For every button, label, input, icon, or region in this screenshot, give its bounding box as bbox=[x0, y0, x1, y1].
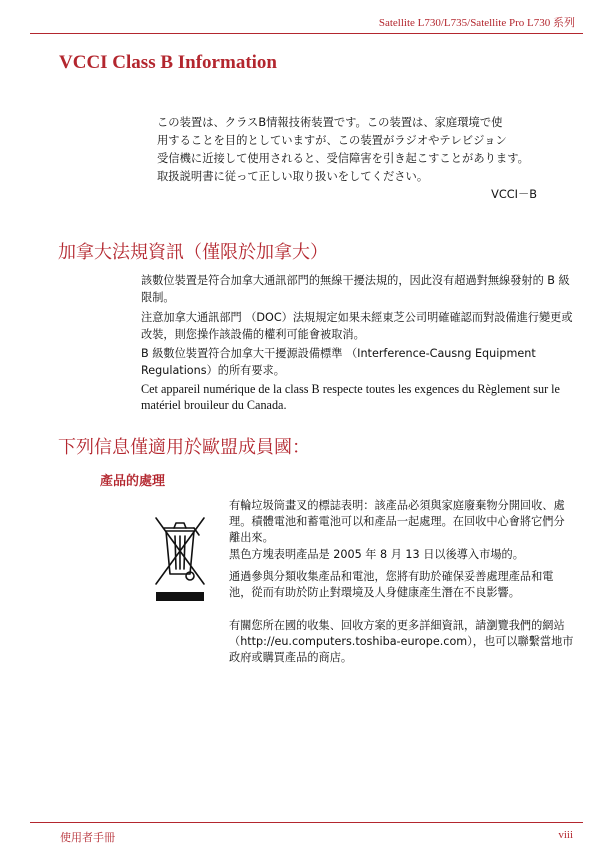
vcci-line-2: 用することを目的としていますが、この装置がラジオやテレビジョン bbox=[157, 134, 507, 147]
vcci-line-3: 受信機に近接して使用されると、受信障害を引き起こすことがあります。 bbox=[157, 152, 529, 165]
eu-heading: 下列信息僅適用於歐盟成員國： bbox=[58, 437, 310, 458]
canada-paragraph-1: 該數位裝置是符合加拿大通訊部門的無線干擾法規的，因此沒有超過對無線發射的 B 級限制。 bbox=[141, 274, 570, 304]
header-divider bbox=[30, 33, 583, 34]
black-bar-marker bbox=[156, 592, 204, 601]
page-number: viii bbox=[558, 829, 573, 841]
canada-paragraph-french: Cet appareil numérique de la class B respecte toutes les exgences du Règlement sur le matériel brouileur du Canada. bbox=[141, 382, 560, 412]
footer-manual-title: 使用者手冊 bbox=[60, 831, 115, 844]
vcci-heading: VCCI Class B Information bbox=[59, 52, 277, 73]
weee-paragraph-4: 有關您所在國的收集、回收方案的更多詳細資訊，請瀏覽我們的網站 （http://eu.computers.toshiba-europe.com），也可以聯繫當地市政府或購買產品的商店。 bbox=[229, 619, 574, 664]
weee-paragraph-1: 有輪垃圾筒畫叉的標誌表明：該產品必須與家庭廢棄物分開回收、處理。積體電池和蓄電池可以和產品一起處理。在回收中心會將它們分離出來。 bbox=[229, 499, 565, 544]
weee-paragraph-3: 通過參與分類收集產品和電池，您將有助於確保妥善處理產品和電池，從而有助於防止對環境及人身健康產生潛在不良影響。 bbox=[229, 570, 554, 599]
crossed-out-wheelie-bin-icon bbox=[150, 514, 210, 608]
product-disposal-subheading: 產品的處理 bbox=[100, 474, 166, 489]
running-header: Satellite L730/L735/Satellite Pro L730 系列 bbox=[378, 17, 575, 29]
vcci-notice bbox=[157, 114, 577, 204]
canada-heading: 加拿大法規資訊（僅限於加拿大） bbox=[58, 242, 328, 263]
vcci-line-1: この装置は、クラスB情報技術装置です。この装置は、家庭環境で使 bbox=[157, 116, 503, 129]
canada-paragraph-2: 注意加拿大通訊部門 （DOC）法規規定如果未經東芝公司明確確認而對設備進行變更或改裝，則您操作該設備的權利可能會被取消。 bbox=[141, 311, 573, 341]
vcci-line-4: 取扱説明書に従って正しい取り扱いをしてください。 bbox=[157, 170, 429, 183]
footer-divider bbox=[30, 822, 583, 823]
weee-paragraph-2: 黑色方塊表明產品是 2005 年 8 月 13 日以後導入市場的。 bbox=[229, 548, 524, 561]
vcci-mark: VCCI－B bbox=[491, 188, 537, 201]
canada-paragraph-3: B 級數位裝置符合加拿大干擾源設備標準 （Interference-Causng Equipment Regulations）的所有要求。 bbox=[141, 347, 536, 377]
